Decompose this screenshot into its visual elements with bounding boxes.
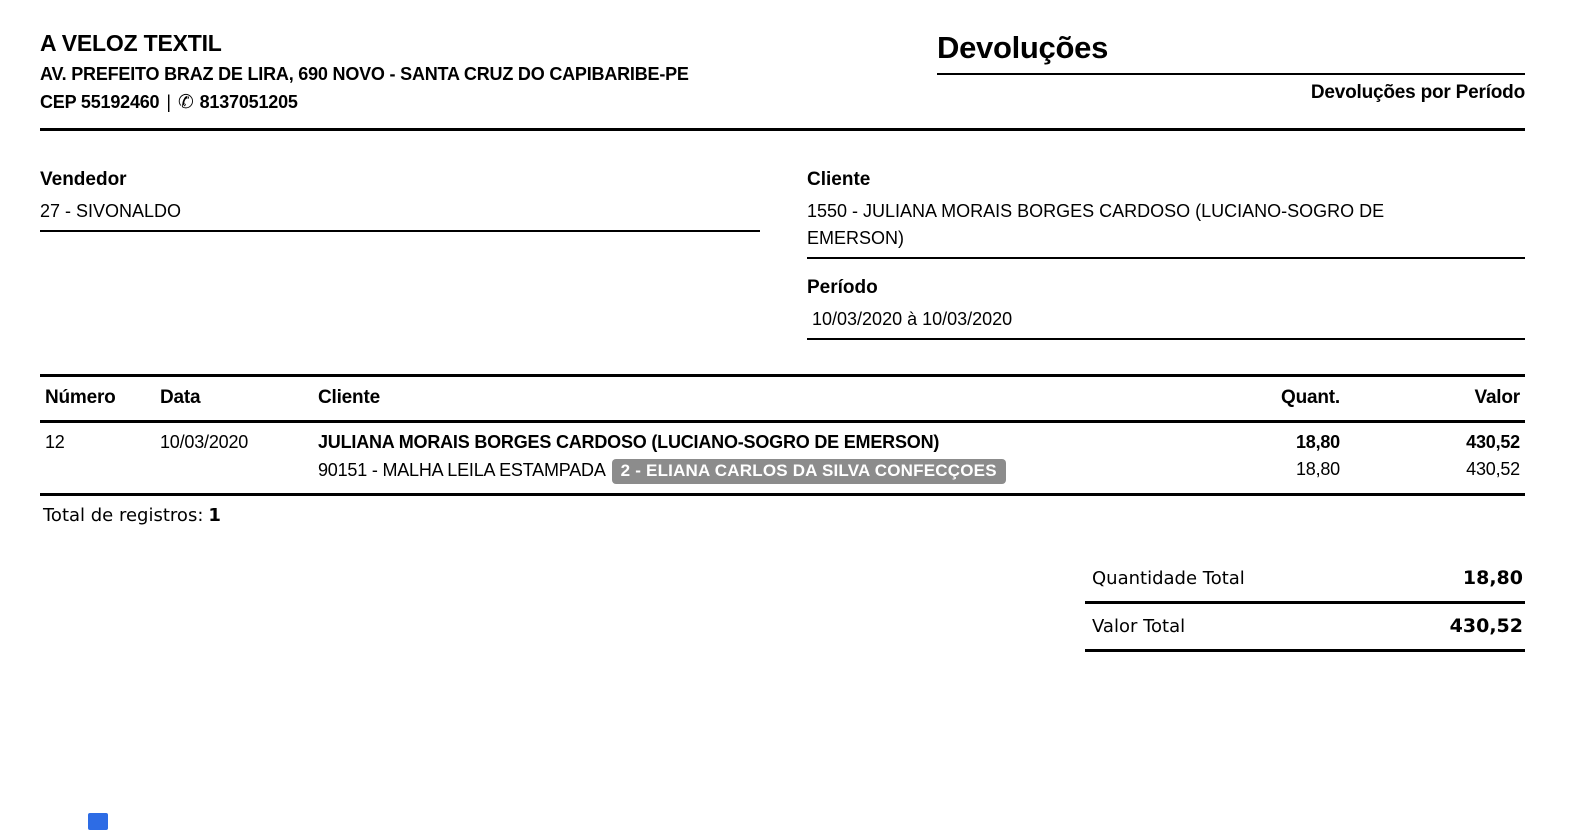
total-registros-value: 1 xyxy=(208,505,221,526)
company-contact xyxy=(40,91,689,113)
report-subtitle: Devoluções por Período xyxy=(1310,82,1525,103)
filters-left-column xyxy=(40,169,760,340)
report-title: Devoluções xyxy=(937,30,1525,75)
quantidade-total-row xyxy=(1085,556,1525,604)
company-cep: CEP 55192460 xyxy=(40,92,160,112)
table-header xyxy=(40,376,1525,422)
total-registros-label: Total de registros: xyxy=(43,505,204,526)
row-numero: 12 xyxy=(45,432,65,452)
vendedor-value: 27 - SIVONALDO xyxy=(40,201,182,221)
company-address: AV. PREFEITO BRAZ DE LIRA, 690 NOVO - SANTA CRUZ DO CAPIBARIBE-PE xyxy=(40,64,689,84)
table-row xyxy=(40,422,1525,456)
detail-empty-numero xyxy=(40,455,155,495)
total-registros xyxy=(40,505,1525,526)
periodo-label: Período xyxy=(807,277,878,298)
returns-table xyxy=(40,374,1525,496)
vendedor-field xyxy=(40,198,760,232)
valor-total-label: Valor Total xyxy=(1092,616,1186,637)
row-data: 10/03/2020 xyxy=(160,432,249,452)
col-valor: Valor xyxy=(1474,387,1520,408)
detail-empty-data xyxy=(155,455,313,495)
table-detail-row xyxy=(40,455,1525,495)
col-numero: Número xyxy=(45,387,116,408)
cliente-field xyxy=(807,198,1525,259)
row-cliente: JULIANA MORAIS BORGES CARDOSO (LUCIANO-SOGRO DE EMERSON) xyxy=(318,432,940,452)
company-name: A VELOZ TEXTIL xyxy=(40,30,222,56)
report-header xyxy=(40,30,1525,113)
filters-right-column xyxy=(807,169,1525,340)
periodo-block xyxy=(807,277,1525,340)
periodo-value: 10/03/2020 à 10/03/2020 xyxy=(812,309,1013,329)
row-quant: 18,80 xyxy=(1295,432,1340,452)
cliente-label: Cliente xyxy=(807,169,871,190)
title-block xyxy=(937,30,1525,104)
filters-section xyxy=(40,169,1525,340)
company-phone: 8137051205 xyxy=(199,92,298,112)
totals-block xyxy=(1085,556,1525,652)
valor-total-row xyxy=(1085,604,1525,652)
periodo-field xyxy=(807,306,1525,340)
produto-name: 90151 - MALHA LEILA ESTAMPADA xyxy=(318,460,606,480)
vendedor-label: Vendedor xyxy=(40,169,127,190)
fornecedor-badge: 2 - ELIANA CARLOS DA SILVA CONFECÇOES xyxy=(612,459,1006,484)
cliente-value: 1550 - JULIANA MORAIS BORGES CARDOSO (LUCIANO-SOGRO DE EMERSON) xyxy=(807,201,1385,248)
quantidade-total-value: 18,80 xyxy=(1462,567,1523,589)
table-header-row xyxy=(40,376,1525,422)
quantidade-total-label: Quantidade Total xyxy=(1092,568,1245,589)
col-cliente: Cliente xyxy=(318,387,380,408)
header-divider xyxy=(40,128,1525,131)
detail-valor: 430,52 xyxy=(1466,459,1520,479)
company-block xyxy=(40,30,689,113)
detail-quant: 18,80 xyxy=(1295,459,1340,479)
col-data: Data xyxy=(160,387,201,408)
blue-marker xyxy=(88,813,108,830)
row-valor: 430,52 xyxy=(1466,432,1520,452)
contact-separator: | xyxy=(166,92,171,112)
detail-produto-cell xyxy=(313,455,1215,495)
col-quant: Quant. xyxy=(1281,387,1340,408)
valor-total-value: 430,52 xyxy=(1449,615,1523,637)
phone-icon: ✆ xyxy=(177,91,194,113)
